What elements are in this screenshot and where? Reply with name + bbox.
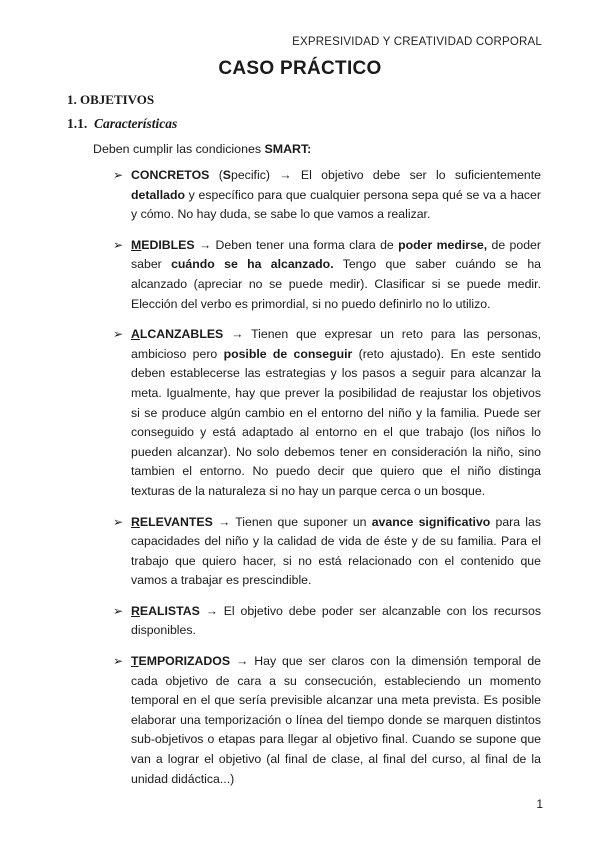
arrow-bullet-icon: ➢ [113, 603, 124, 618]
list-item: ➢ TEMPORIZADOS → Hay que ser claros con la dimensión temporal de cada objetivo de cara a su consecución, estableciendo un momento temporal en el que sería previsible alcanzar una meta prevista. Es posible elaborar una temporización o línea del tiempo donde se marquen distintos sub-objetivos o etapas para llegar al objetivo final. Cuando se supone que van a lograr el objetivo (al final de clase, al final del curso, al final de la unidad didáctica...) [113, 654, 541, 786]
subsection-title: Características [94, 116, 178, 131]
smart-list [101, 166, 541, 800]
list-item: ➢ MEDIBLES → Deben tener una forma clara de poder medirse, de poder saber cuándo se ha alcanzado. Tengo que saber cuándo se ha alcanzado (apreciar no se puede medir). Clasificar si se puede medir. Elección del verbo es primordial, si no puedo definirlo no lo utilizo. [113, 237, 541, 311]
item-keyword: CONCRETOS [131, 168, 210, 182]
item-keyword: REALISTAS [131, 603, 200, 618]
list-item: ➢ REALISTAS → El objetivo debe poder ser alcanzable con los recursos disponibles. [113, 603, 541, 638]
arrow-bullet-icon: ➢ [113, 168, 124, 182]
subsection-number: 1.1. [67, 116, 88, 131]
page-title: CASO PRÁCTICO [218, 58, 382, 79]
list-item: ➢ RELEVANTES → Tienen que suponer un avance significativo para las capacidades del niño y la calidad de vida de éste y de su familia. Para el trabajo que quiero hacer, si no está relacionado con el contenido que vamos a trabajar es prescindible. [113, 514, 542, 588]
page-number: 1 [536, 797, 543, 811]
section-heading-objetivos: 1. OBJETIVOS [67, 92, 155, 107]
item-keyword: TEMPORIZADOS [131, 654, 231, 669]
arrow-bullet-icon: ➢ [113, 327, 124, 342]
item-keyword: RELEVANTES [131, 514, 213, 529]
arrow-bullet-icon: ➢ [113, 654, 124, 669]
arrow-bullet-icon: ➢ [113, 514, 124, 529]
subsection-heading-caracteristicas [67, 116, 177, 132]
intro-paragraph [93, 142, 311, 156]
list-item: ➢ ALCANZABLES → Tienen que expresar un reto para las personas, ambicioso pero posible de conseguir (reto ajustado). En este sentido deben establecerse las estrategias y los pasos a seguir para alcanzar la meta. Igualmente, hay que prever la posibilidad de reajustar los objetivos si se produce algún cambio en el entorno del niño y la familia. Puede ser conseguido y está adaptado al entorno en el que trabajo (los niños lo pueden alcanzar). No solo debemos tener en consideración la niño, sino tambien el entorno. No puedo decir que quiero que el niño distinga texturas de la naturaleza si no hay un parque cerca o un bosque. [113, 327, 541, 498]
intro-text: Deben cumplir las condiciones [93, 142, 265, 156]
page-header: EXPRESIVIDAD Y CREATIVIDAD CORPORAL [292, 36, 542, 48]
list-item: ➢ CONCRETOS (Specific) → El objetivo debe ser lo suficientemente detallado y específico para que cualquier persona sepa qué se va a hacer y cómo. No hay duda, se sabe lo que vamos a realizar. [113, 168, 542, 222]
item-keyword: ALCANZABLES [131, 327, 224, 342]
intro-smart: SMART: [264, 142, 312, 156]
item-keyword: MEDIBLES [131, 237, 195, 252]
arrow-bullet-icon: ➢ [113, 237, 124, 252]
